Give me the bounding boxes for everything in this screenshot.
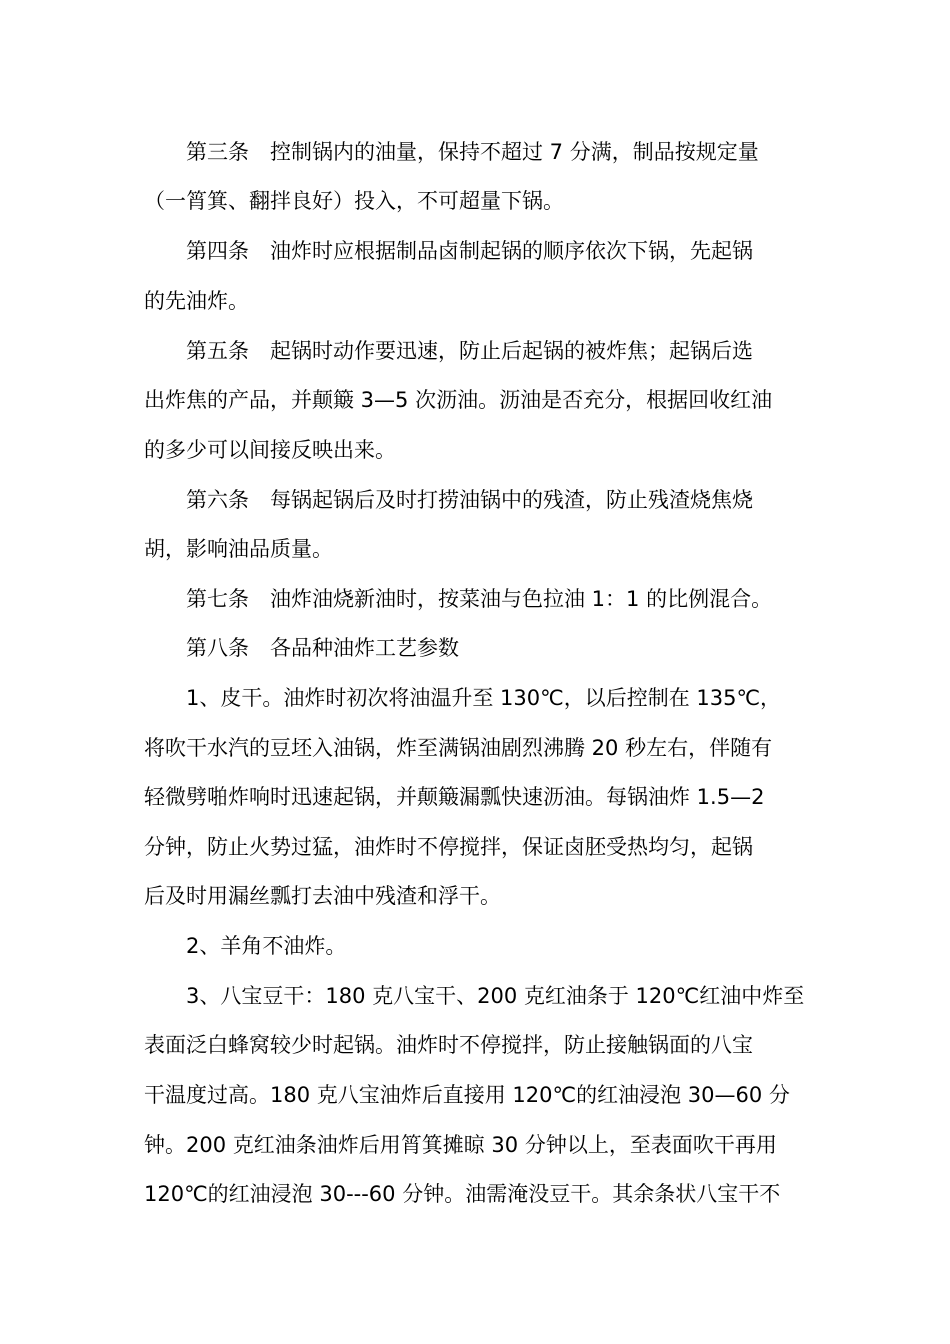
text-line: 钟。200 克红油条油炸后用筲箕摊晾 30 分钟以上，至表面吹干再用 xyxy=(144,1133,777,1157)
text-line: 3、八宝豆干：180 克八宝干、200 克红油条于 120℃红油中炸至 xyxy=(186,984,805,1008)
text-line: 第六条 每锅起锅后及时打捞油锅中的残渣，防止残渣烧焦烧 xyxy=(186,488,753,512)
text-line: 分钟，防止火势过猛，油炸时不停搅拌，保证卤胚受热均匀，起锅 xyxy=(144,835,753,859)
text-line: 的多少可以间接反映出来。 xyxy=(144,438,396,462)
text-line: 第八条 各品种油炸工艺参数 xyxy=(186,636,459,660)
text-line: 1、皮干。油炸时初次将油温升至 130℃，以后控制在 135℃， xyxy=(186,686,782,710)
text-line: 轻微劈啪炸响时迅速起锅，并颠簸漏瓢快速沥油。每锅油炸 1.5—2 xyxy=(144,785,765,809)
text-line: 干温度过高。180 克八宝油炸后直接用 120℃的红油浸泡 30—60 分 xyxy=(144,1083,790,1107)
text-line: 将吹干水汽的豆坯入油锅，炸至满锅油剧烈沸腾 20 秒左右，伴随有 xyxy=(144,736,773,760)
text-line: 第五条 起锅时动作要迅速，防止后起锅的被炸焦；起锅后选 xyxy=(186,339,753,363)
text-line: 第七条 油炸油烧新油时，按菜油与色拉油 1：1 的比例混合。 xyxy=(186,587,773,611)
text-line: 出炸焦的产品，并颠簸 3—5 次沥油。沥油是否充分，根据回收红油 xyxy=(144,388,773,412)
text-line: 120℃的红油浸泡 30---60 分钟。油需淹没豆干。其余条状八宝干不 xyxy=(144,1182,781,1206)
text-line: 2、羊角不油炸。 xyxy=(186,934,347,958)
text-line: 后及时用漏丝瓢打去油中残渣和浮干。 xyxy=(144,884,501,908)
text-line: 第三条 控制锅内的油量，保持不超过 7 分满，制品按规定量 xyxy=(186,140,759,164)
text-line: 胡，影响油品质量。 xyxy=(144,537,333,561)
text-line: 的先油炸。 xyxy=(144,289,249,313)
text-line: （一筲箕、翻拌良好）投入，不可超量下锅。 xyxy=(144,189,564,213)
text-line: 表面泛白蜂窝较少时起锅。油炸时不停搅拌，防止接触锅面的八宝 xyxy=(144,1033,753,1057)
text-line: 第四条 油炸时应根据制品卤制起锅的顺序依次下锅，先起锅 xyxy=(186,239,753,263)
